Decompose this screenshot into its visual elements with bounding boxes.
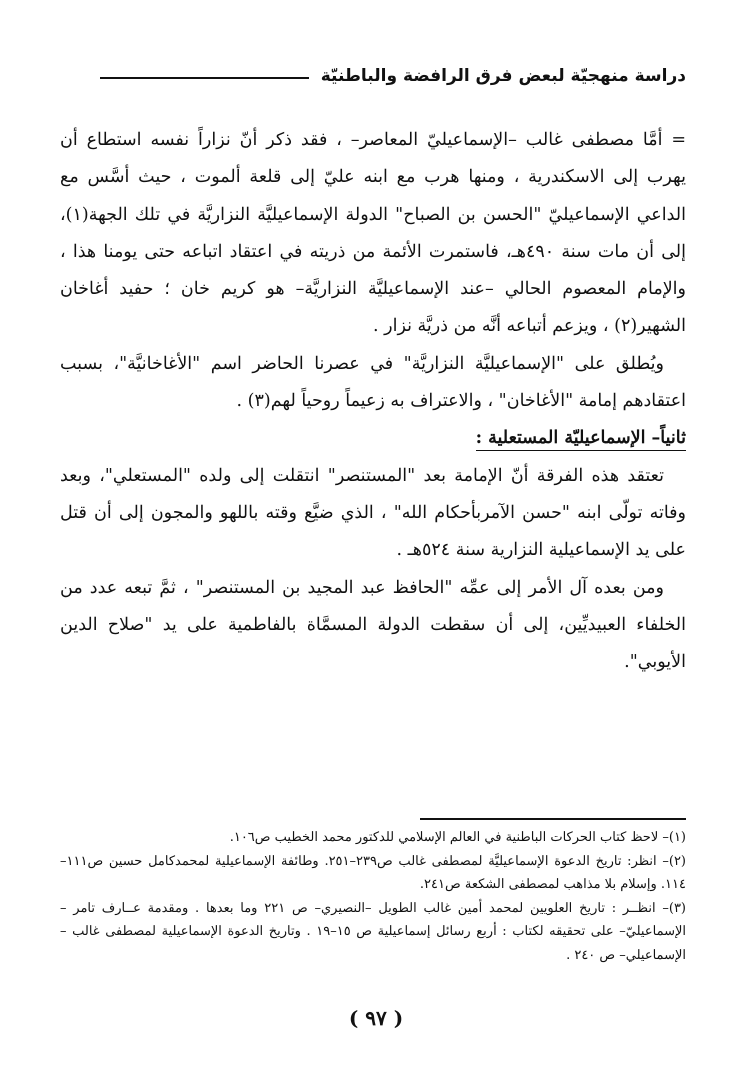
paragraph: = أمَّا مصطفى غالب –الإسماعيليّ المعاصر– ، فقد ذكر أنّ نزاراً نفسه استطاع أن يهرب إلى الاسكندرية ، ومنها هرب مع ابنه عليّ إلى قلعة ألموت ، حيث أسَّس مع الداعي الإسماعيليّ "الحسن بن الصباح" الدولة الإسماعيليَّة النزاريَّة في تلك الجهة(١)، إلى أن مات سنة ٤٩٠هـ، فاستمرت الأئمة من ذريته في اعتقاد اتباعه حتى يومنا هذا ، والإمام المعصوم الحالي –عند الإسماعيليَّة النزاريَّة– هو كريم خان ؛ حفيد أغاخان الشهير(٢) ، ويزعم أتباعه أنَّه من ذريَّة نزار . (60, 130, 686, 337)
footnote-separator (420, 818, 686, 820)
paragraph: ومن بعده آل الأمر إلى عمِّه "الحافظ عبد المجيد بن المستنصر" ، ثمَّ تبعه عدد من الخلفاء العبيديِّين، إلى أن سقطت الدولة المسمَّاة بالفاطمية على يد "صلاح الدين الأيوبي". (60, 577, 686, 673)
paragraph: تعتقد هذه الفرقة أنّ الإمامة بعد "المستنصر" انتقلت إلى ولده "المستعلي"، وبعد وفاته تولّى ابنه "حسن الآمربأحكام الله" ، الذي ضيَّع وقته باللهو والمجون إلى أن قتل على يد الإسماعيلية النزارية سنة ٥٢٤هـ . (60, 465, 686, 561)
footnote: (٣)– انظــر : تاريخ العلويين لمحمد أمين غالب الطويل –النصيري– ص ٢٢١ وما بعدها . ومقدمة عــارف تامر –الإسماعيليّ– على تحقيقه لكتاب : أربع رسائل إسماعيلية ص ١٥–١٩ . وتاريخ الدعوة الإسماعيلية لمصطفى غالب –الإسماعيلي– ص ٢٤٠ . (60, 900, 686, 963)
running-header (100, 58, 686, 94)
header-rule (100, 77, 309, 79)
header-title: دراسة منهجيّة لبعض فرق الرافضة والباطنيّة (320, 66, 686, 86)
paragraph: ويُطلق على "الإسماعيليَّة النزاريَّة" في عصرنا الحاضر اسم "الأغاخانيَّة"، بسبب اعتقادهم إمامة "الأغاخان" ، والاعتراف به زعيماً روحياً لهم(٣) . (60, 353, 686, 412)
section-heading-text: ثانياً– الإسماعيليّة المستعلية : (476, 428, 686, 451)
footnote: (٢)– انظر: تاريخ الدعوة الإسماعيليَّة لمصطفى غالب ص٢٣٩–٢٥١. وطائفة الإسماعيلية لمحمدكامل حسين ص١١١–١١٤. وإسلام بلا مذاهب لمصطفى الشكعة ص٢٤١. (60, 853, 686, 892)
footnote: (١)– لاحظ كتاب الحركات الباطنية في العالم الإسلامي للدكتور محمد الخطيب ص١٠٦. (229, 830, 686, 845)
page-number: ( ٩٧ ) (348, 1006, 404, 1030)
footnotes (60, 826, 686, 967)
main-text (60, 122, 686, 681)
section-heading (60, 420, 686, 457)
